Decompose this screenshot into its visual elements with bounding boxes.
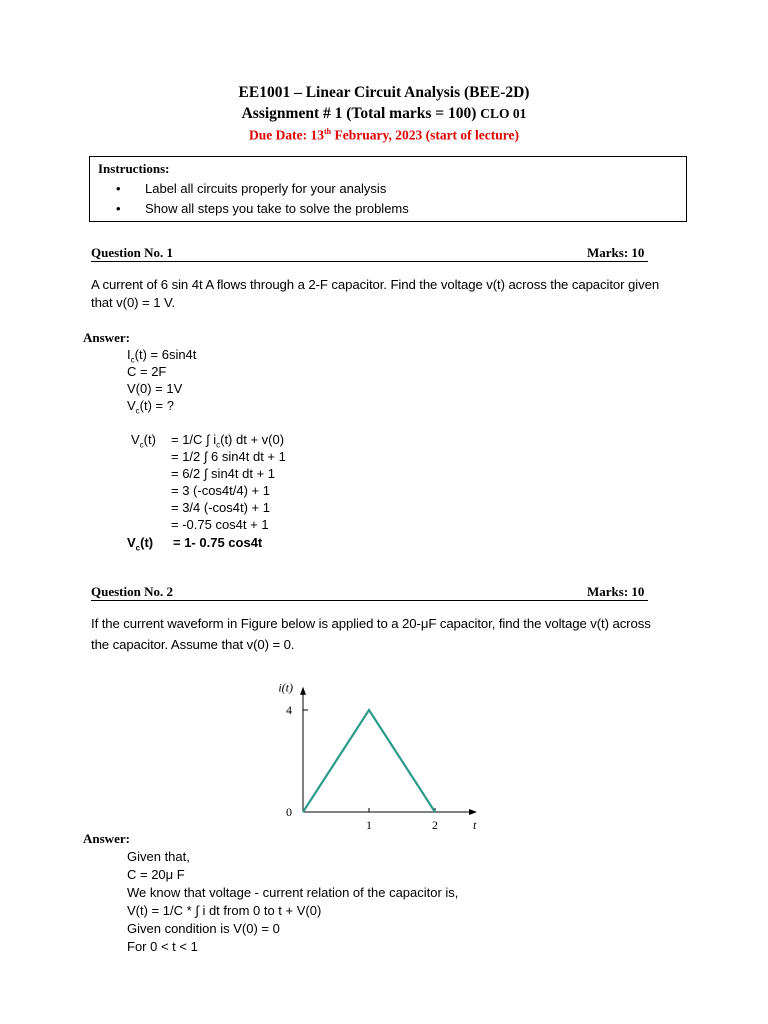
- due-date: [0, 127, 768, 144]
- course-title: EE1001 – Linear Circuit Analysis (BEE-2D): [238, 84, 530, 101]
- current-waveform-chart: [260, 668, 490, 838]
- question1-text-line2: that v(0) = 1 V.: [91, 295, 176, 310]
- due-date-suffix: February, 2023 (start of lecture): [331, 127, 520, 143]
- question2-rule: [91, 600, 648, 601]
- equation-step: = 3 (-cos4t/4) + 1: [171, 483, 270, 498]
- result-lhs-sub: c: [135, 543, 141, 553]
- answer-line: For 0 < t < 1: [127, 939, 198, 954]
- answer-line: We know that voltage - current relation of the capacitor is,: [127, 885, 459, 900]
- equation-step: = -0.75 cos4t + 1: [171, 517, 269, 532]
- given-line: [127, 398, 174, 416]
- lhs-sub: c: [139, 440, 144, 450]
- step-sub: c: [216, 440, 221, 450]
- result-lhs-rest: (t): [140, 535, 154, 550]
- question2-text-line1: If the current waveform in Figure below is applied to a 20-μF capacitor, find the voltage v(t) across: [91, 616, 651, 631]
- bullet-icon: •: [116, 201, 121, 216]
- given-sub: c: [135, 406, 140, 416]
- origin-label: 0: [286, 805, 292, 819]
- given-main: V(0) = 1V: [127, 381, 183, 396]
- step-main: = 1/C ∫ i: [171, 432, 217, 447]
- question2-marks: Marks: 10: [587, 584, 645, 599]
- given-line: [127, 347, 196, 365]
- given-main: V: [127, 398, 136, 413]
- equation-step: = 3/4 (-cos4t) + 1: [171, 500, 270, 515]
- answer-line: Given that,: [127, 849, 190, 864]
- due-date-sup: th: [323, 127, 332, 136]
- given-line: [127, 381, 182, 396]
- question1-heading: Question No. 1: [91, 245, 173, 260]
- question1-text-line1: A current of 6 sin 4t A flows through a 2-F capacitor. Find the voltage v(t) across the capacitor given: [91, 277, 660, 292]
- x-tick-label: 2: [432, 818, 438, 832]
- given-main: C = 2F: [127, 364, 167, 379]
- instructions-box: [89, 156, 687, 222]
- y-axis-label: i(t): [278, 680, 293, 695]
- result-lhs: [127, 535, 153, 553]
- due-date-prefix: Due Date: 13: [248, 127, 324, 143]
- answer-line: V(t) = 1/C * ∫ i dt from 0 to t + V(0): [127, 903, 322, 918]
- step-rest: (t) dt + v(0): [220, 432, 285, 447]
- equation-step: = 6/2 ∫ sin4t dt + 1: [171, 466, 276, 481]
- question2-heading: Question No. 2: [91, 584, 173, 599]
- equation-step: [171, 432, 284, 450]
- question1-rule: [91, 261, 648, 262]
- x-axis-label: t: [473, 818, 477, 832]
- y-axis-arrow-icon: [300, 687, 306, 695]
- result-lhs-main: V: [127, 535, 136, 550]
- result-rhs: = 1- 0.75 cos4t: [173, 535, 263, 550]
- given-sub: c: [130, 355, 135, 365]
- instruction-item: [116, 201, 409, 216]
- question2-answer-label: Answer:: [83, 831, 130, 846]
- instructions-title: Instructions:: [98, 161, 170, 176]
- x-tick-label: 1: [366, 818, 372, 832]
- bullet-icon: •: [116, 181, 121, 196]
- lhs-main: V: [131, 432, 140, 447]
- assignment-title-text: Assignment # 1 (Total marks = 100): [241, 105, 477, 122]
- lhs-rest: (t): [143, 432, 156, 447]
- question1-answer-label: Answer:: [83, 330, 130, 345]
- question2-text-line2: the capacitor. Assume that v(0) = 0.: [91, 637, 295, 652]
- assignment-title: [0, 105, 768, 123]
- waveform-line: [303, 710, 435, 812]
- given-rest: (t) = ?: [139, 398, 174, 413]
- given-line: [127, 364, 166, 379]
- question1-marks: Marks: 10: [587, 245, 645, 260]
- instruction-text: Show all steps you take to solve the problems: [145, 201, 409, 216]
- answer-line: C = 20μ F: [127, 867, 185, 882]
- x-axis-arrow-icon: [469, 809, 477, 815]
- clo-label: CLO 01: [480, 106, 527, 121]
- y-tick-label: 4: [286, 703, 292, 717]
- equation-step: = 1/2 ∫ 6 sin4t dt + 1: [171, 449, 286, 464]
- answer-line: Given condition is V(0) = 0: [127, 921, 280, 936]
- equation-lhs: [131, 432, 156, 450]
- instruction-text: Label all circuits properly for your analysis: [145, 181, 387, 196]
- given-rest: (t) = 6sin4t: [134, 347, 197, 362]
- instruction-item: [116, 181, 386, 196]
- given-main: I: [127, 347, 131, 362]
